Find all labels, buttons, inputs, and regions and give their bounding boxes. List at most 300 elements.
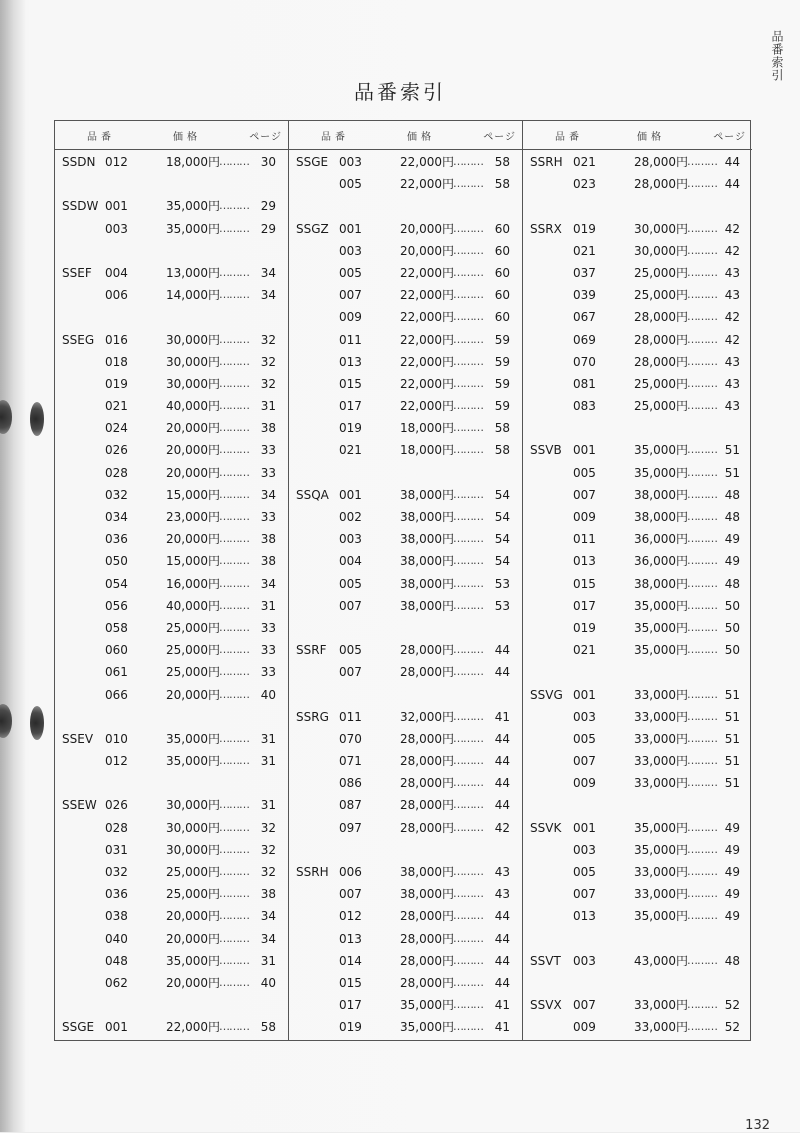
product-price: 28,000円 bbox=[400, 643, 454, 658]
header-page: ページ bbox=[483, 132, 516, 143]
index-row bbox=[289, 351, 522, 373]
product-number: 005 bbox=[339, 643, 362, 658]
index-row bbox=[55, 617, 288, 639]
page-ref: 34 bbox=[260, 487, 276, 502]
page-ref: 32 bbox=[260, 376, 276, 391]
product-price: 33,000円 bbox=[634, 865, 688, 879]
index-row bbox=[289, 173, 522, 195]
group-spacer bbox=[523, 794, 752, 816]
column-rows bbox=[55, 151, 288, 1039]
leader-dots: ……… bbox=[219, 532, 249, 546]
index-row bbox=[55, 395, 288, 417]
index-row bbox=[523, 151, 752, 173]
product-number: 003 bbox=[105, 221, 128, 236]
page-ref: 48 bbox=[724, 510, 740, 524]
index-row bbox=[523, 950, 752, 972]
product-price: 35,000円 bbox=[634, 643, 688, 658]
group-spacer bbox=[55, 306, 288, 328]
leader-dots: ……… bbox=[453, 820, 483, 834]
product-number: 024 bbox=[105, 421, 128, 436]
page-ref: 60 bbox=[494, 243, 510, 258]
group-spacer bbox=[523, 195, 752, 217]
product-number: 026 bbox=[105, 798, 128, 813]
index-row bbox=[523, 484, 752, 506]
product-number: 050 bbox=[105, 554, 128, 569]
index-row bbox=[55, 684, 288, 706]
index-row bbox=[523, 506, 752, 528]
index-row bbox=[523, 728, 752, 750]
index-row bbox=[55, 1016, 288, 1038]
leader-dots: ……… bbox=[687, 887, 717, 901]
page-ref: 49 bbox=[724, 909, 740, 924]
product-price: 25,000円 bbox=[166, 665, 220, 680]
leader-dots: ……… bbox=[687, 953, 717, 967]
leader-dots: ……… bbox=[687, 709, 717, 723]
product-number: 019 bbox=[339, 1020, 362, 1035]
leader-dots: ……… bbox=[453, 598, 483, 612]
group-spacer bbox=[289, 195, 522, 217]
product-number: 058 bbox=[105, 620, 128, 635]
product-price: 20,000円 bbox=[400, 221, 454, 236]
page-ref: 51 bbox=[724, 754, 740, 769]
leader-dots: ……… bbox=[453, 399, 483, 413]
product-prefix: SSRH bbox=[530, 155, 563, 169]
page-ref: 32 bbox=[260, 354, 276, 369]
product-price: 28,000円 bbox=[400, 731, 454, 746]
product-price: 38,000円 bbox=[400, 598, 454, 613]
header-hinban: 品番 bbox=[555, 132, 583, 143]
header-kakaku: 価格 bbox=[173, 132, 201, 143]
leader-dots: ……… bbox=[687, 598, 717, 612]
page-ref: 59 bbox=[494, 354, 510, 369]
leader-dots: ……… bbox=[687, 310, 717, 324]
index-row bbox=[55, 972, 288, 994]
index-row bbox=[289, 329, 522, 351]
index-row bbox=[289, 550, 522, 572]
page-ref: 43 bbox=[494, 865, 510, 879]
product-number: 087 bbox=[339, 798, 362, 813]
product-prefix: SSVK bbox=[530, 820, 562, 835]
leader-dots: ……… bbox=[453, 731, 483, 745]
page-ref: 44 bbox=[494, 798, 510, 813]
product-number: 005 bbox=[573, 865, 596, 879]
index-row bbox=[55, 373, 288, 395]
product-number: 023 bbox=[573, 177, 596, 192]
product-number: 036 bbox=[105, 887, 128, 902]
leader-dots: ……… bbox=[219, 687, 249, 701]
product-number: 007 bbox=[339, 288, 362, 303]
product-price: 28,000円 bbox=[634, 332, 688, 347]
product-price: 35,000円 bbox=[634, 465, 688, 480]
leader-dots: ……… bbox=[453, 887, 483, 901]
product-prefix: SSDN bbox=[62, 155, 96, 169]
product-prefix: SSRH bbox=[296, 865, 329, 879]
index-row bbox=[55, 218, 288, 240]
group-spacer bbox=[523, 661, 752, 683]
page-ref: 31 bbox=[260, 953, 276, 968]
product-number: 002 bbox=[339, 510, 362, 524]
product-price: 35,000円 bbox=[634, 443, 688, 458]
product-price: 36,000円 bbox=[634, 554, 688, 569]
product-price: 14,000円 bbox=[166, 288, 220, 303]
page-ref: 60 bbox=[494, 310, 510, 325]
leader-dots: ……… bbox=[453, 931, 483, 945]
product-price: 25,000円 bbox=[634, 399, 688, 414]
product-price: 38,000円 bbox=[400, 532, 454, 547]
product-price: 22,000円 bbox=[400, 354, 454, 369]
product-price: 35,000円 bbox=[634, 842, 688, 857]
product-number: 003 bbox=[339, 532, 362, 547]
page-ref: 44 bbox=[494, 909, 510, 924]
product-number: 028 bbox=[105, 820, 128, 835]
page-ref: 33 bbox=[260, 465, 276, 480]
leader-dots: ……… bbox=[219, 620, 249, 634]
product-number: 012 bbox=[339, 909, 362, 924]
group-spacer bbox=[523, 928, 752, 950]
product-number: 005 bbox=[339, 177, 362, 192]
group-spacer bbox=[289, 839, 522, 861]
product-price: 30,000円 bbox=[166, 376, 220, 391]
product-prefix: SSVT bbox=[530, 953, 561, 968]
index-row bbox=[289, 528, 522, 550]
product-price: 33,000円 bbox=[634, 709, 688, 724]
leader-dots: ……… bbox=[453, 265, 483, 279]
product-number: 015 bbox=[573, 576, 596, 591]
leader-dots: ……… bbox=[219, 842, 249, 856]
product-price: 25,000円 bbox=[634, 265, 688, 280]
page-ref: 58 bbox=[260, 1020, 276, 1035]
leader-dots: ……… bbox=[453, 865, 483, 878]
product-number: 007 bbox=[573, 998, 596, 1013]
leader-dots: ……… bbox=[219, 953, 249, 967]
page-ref: 43 bbox=[724, 376, 740, 391]
index-row bbox=[289, 928, 522, 950]
header-page: ページ bbox=[249, 132, 282, 143]
page-ref: 41 bbox=[494, 709, 510, 724]
page-ref: 32 bbox=[260, 332, 276, 347]
index-row bbox=[55, 794, 288, 816]
page-ref: 53 bbox=[494, 598, 510, 613]
leader-dots: ……… bbox=[687, 487, 717, 501]
product-number: 040 bbox=[105, 931, 128, 946]
index-row bbox=[55, 661, 288, 683]
product-number: 054 bbox=[105, 576, 128, 591]
product-price: 38,000円 bbox=[400, 887, 454, 902]
page-ref: 43 bbox=[724, 354, 740, 369]
product-prefix: SSGE bbox=[62, 1020, 95, 1035]
product-price: 20,000円 bbox=[400, 243, 454, 258]
punch-hole-top-right bbox=[30, 402, 44, 436]
product-price: 28,000円 bbox=[400, 931, 454, 946]
index-row bbox=[289, 151, 522, 173]
index-row bbox=[55, 195, 288, 217]
index-row bbox=[523, 883, 752, 905]
product-number: 003 bbox=[573, 953, 596, 968]
index-row bbox=[55, 329, 288, 351]
product-number: 003 bbox=[573, 709, 596, 724]
leader-dots: ……… bbox=[687, 865, 717, 878]
index-row bbox=[289, 706, 522, 728]
index-row bbox=[289, 750, 522, 772]
page-ref: 51 bbox=[724, 731, 740, 746]
product-price: 30,000円 bbox=[166, 798, 220, 813]
product-price: 30,000円 bbox=[634, 221, 688, 236]
product-price: 35,000円 bbox=[634, 909, 688, 924]
leader-dots: ……… bbox=[219, 265, 249, 279]
page-ref: 31 bbox=[260, 798, 276, 813]
index-table bbox=[54, 120, 751, 1041]
leader-dots: ……… bbox=[687, 731, 717, 745]
index-row bbox=[55, 284, 288, 306]
product-price: 22,000円 bbox=[400, 332, 454, 347]
product-number: 026 bbox=[105, 443, 128, 458]
header-kakaku: 価格 bbox=[637, 132, 665, 143]
index-row bbox=[523, 329, 752, 351]
index-row bbox=[289, 240, 522, 262]
group-spacer bbox=[55, 240, 288, 262]
leader-dots: ……… bbox=[453, 643, 483, 657]
product-prefix: SSEG bbox=[62, 332, 95, 347]
leader-dots: ……… bbox=[219, 975, 249, 989]
product-price: 35,000円 bbox=[400, 998, 454, 1013]
leader-dots: ……… bbox=[453, 798, 483, 812]
product-number: 032 bbox=[105, 865, 128, 879]
leader-dots: ……… bbox=[453, 376, 483, 390]
index-row bbox=[55, 506, 288, 528]
product-number: 006 bbox=[105, 288, 128, 303]
product-price: 35,000円 bbox=[166, 731, 220, 746]
index-row bbox=[523, 861, 752, 883]
page-ref: 58 bbox=[494, 177, 510, 192]
index-row bbox=[55, 817, 288, 839]
page-ref: 44 bbox=[494, 776, 510, 791]
leader-dots: ……… bbox=[687, 820, 717, 834]
leader-dots: ……… bbox=[453, 443, 483, 457]
product-number: 017 bbox=[573, 598, 596, 613]
product-price: 25,000円 bbox=[166, 887, 220, 902]
leader-dots: ……… bbox=[453, 576, 483, 590]
leader-dots: ……… bbox=[219, 288, 249, 302]
index-row bbox=[55, 595, 288, 617]
column-header bbox=[289, 121, 522, 150]
page-ref: 43 bbox=[724, 399, 740, 414]
product-price: 20,000円 bbox=[166, 465, 220, 480]
index-row bbox=[289, 573, 522, 595]
leader-dots: ……… bbox=[687, 687, 717, 701]
product-price: 35,000円 bbox=[634, 620, 688, 635]
index-row bbox=[523, 218, 752, 240]
leader-dots: ……… bbox=[219, 354, 249, 368]
page-ref: 54 bbox=[494, 532, 510, 547]
leader-dots: ……… bbox=[453, 554, 483, 568]
product-number: 015 bbox=[339, 975, 362, 990]
leader-dots: ……… bbox=[453, 487, 483, 501]
product-prefix: SSRG bbox=[296, 709, 329, 724]
page-ref: 44 bbox=[494, 665, 510, 680]
product-number: 015 bbox=[339, 376, 362, 391]
product-price: 40,000円 bbox=[166, 598, 220, 613]
page-ref: 49 bbox=[724, 532, 740, 547]
product-number: 001 bbox=[339, 487, 362, 502]
leader-dots: ……… bbox=[687, 376, 717, 390]
product-number: 011 bbox=[573, 532, 596, 547]
product-price: 38,000円 bbox=[634, 576, 688, 591]
product-number: 017 bbox=[339, 399, 362, 414]
binding-shadow bbox=[0, 0, 26, 1132]
page-ref: 42 bbox=[494, 820, 510, 835]
product-price: 43,000円 bbox=[634, 953, 688, 968]
leader-dots: ……… bbox=[687, 909, 717, 923]
product-number: 011 bbox=[339, 709, 362, 724]
product-number: 037 bbox=[573, 265, 596, 280]
product-number: 003 bbox=[573, 842, 596, 857]
product-number: 011 bbox=[339, 332, 362, 347]
page-ref: 30 bbox=[260, 155, 276, 169]
index-row bbox=[289, 950, 522, 972]
index-row bbox=[289, 218, 522, 240]
product-number: 001 bbox=[339, 221, 362, 236]
page-ref: 31 bbox=[260, 399, 276, 414]
index-row bbox=[523, 994, 752, 1016]
page-ref: 51 bbox=[724, 687, 740, 702]
leader-dots: ……… bbox=[453, 221, 483, 235]
product-price: 16,000円 bbox=[166, 576, 220, 591]
group-spacer bbox=[523, 417, 752, 439]
product-price: 28,000円 bbox=[634, 155, 688, 169]
index-row bbox=[289, 883, 522, 905]
punch-hole-bottom-right bbox=[30, 706, 44, 740]
product-price: 33,000円 bbox=[634, 687, 688, 702]
leader-dots: ……… bbox=[687, 776, 717, 790]
page-ref: 49 bbox=[724, 842, 740, 857]
index-row bbox=[289, 905, 522, 927]
index-row bbox=[289, 861, 522, 883]
leader-dots: ……… bbox=[687, 265, 717, 279]
page-ref: 44 bbox=[494, 731, 510, 746]
product-prefix: SSDW bbox=[62, 199, 99, 214]
leader-dots: ……… bbox=[219, 421, 249, 435]
product-prefix: SSVG bbox=[530, 687, 563, 702]
index-column-2 bbox=[288, 121, 522, 1040]
index-row bbox=[289, 972, 522, 994]
product-price: 28,000円 bbox=[400, 665, 454, 680]
page-ref: 59 bbox=[494, 376, 510, 391]
product-number: 048 bbox=[105, 953, 128, 968]
product-number: 066 bbox=[105, 687, 128, 702]
product-price: 25,000円 bbox=[634, 376, 688, 391]
page-ref: 33 bbox=[260, 620, 276, 635]
product-number: 009 bbox=[339, 310, 362, 325]
column-header bbox=[523, 121, 752, 150]
product-number: 001 bbox=[105, 1020, 128, 1035]
leader-dots: ……… bbox=[219, 1020, 249, 1034]
index-row bbox=[523, 351, 752, 373]
group-spacer bbox=[289, 684, 522, 706]
page-ref: 49 bbox=[724, 554, 740, 569]
index-row bbox=[523, 750, 752, 772]
product-number: 006 bbox=[339, 865, 362, 879]
header-page: ページ bbox=[713, 132, 746, 143]
leader-dots: ……… bbox=[453, 421, 483, 435]
product-number: 039 bbox=[573, 288, 596, 303]
page-ref: 40 bbox=[260, 975, 276, 990]
product-price: 32,000円 bbox=[400, 709, 454, 724]
product-price: 35,000円 bbox=[166, 199, 220, 214]
leader-dots: ……… bbox=[219, 820, 249, 834]
index-row bbox=[523, 262, 752, 284]
product-number: 038 bbox=[105, 909, 128, 924]
product-price: 20,000円 bbox=[166, 687, 220, 702]
product-price: 18,000円 bbox=[400, 421, 454, 436]
leader-dots: ……… bbox=[687, 443, 717, 457]
product-number: 012 bbox=[105, 754, 128, 769]
product-price: 35,000円 bbox=[166, 754, 220, 769]
product-price: 28,000円 bbox=[400, 798, 454, 813]
leader-dots: ……… bbox=[219, 399, 249, 413]
product-number: 005 bbox=[339, 265, 362, 280]
leader-dots: ……… bbox=[219, 443, 249, 457]
product-price: 30,000円 bbox=[166, 842, 220, 857]
product-prefix: SSGE bbox=[296, 155, 329, 169]
leader-dots: ……… bbox=[687, 332, 717, 346]
page-ref: 52 bbox=[724, 998, 740, 1013]
page-ref: 29 bbox=[260, 199, 276, 214]
leader-dots: ……… bbox=[453, 754, 483, 768]
page-ref: 50 bbox=[724, 598, 740, 613]
index-row bbox=[55, 928, 288, 950]
product-price: 33,000円 bbox=[634, 1020, 688, 1035]
product-prefix: SSVB bbox=[530, 443, 562, 458]
page-ref: 33 bbox=[260, 510, 276, 524]
leader-dots: ……… bbox=[453, 243, 483, 257]
product-price: 20,000円 bbox=[166, 909, 220, 924]
page-ref: 49 bbox=[724, 865, 740, 879]
page-ref: 34 bbox=[260, 931, 276, 946]
product-price: 20,000円 bbox=[166, 532, 220, 547]
page-ref: 44 bbox=[724, 155, 740, 169]
leader-dots: ……… bbox=[453, 1020, 483, 1034]
leader-dots: ……… bbox=[453, 998, 483, 1012]
product-number: 013 bbox=[573, 909, 596, 924]
leader-dots: ……… bbox=[219, 665, 249, 679]
leader-dots: ……… bbox=[219, 554, 249, 568]
leader-dots: ……… bbox=[453, 665, 483, 679]
product-prefix: SSRF bbox=[296, 643, 327, 658]
product-number: 017 bbox=[339, 998, 362, 1013]
page-ref: 42 bbox=[724, 332, 740, 347]
page-ref: 50 bbox=[724, 643, 740, 658]
page-ref: 44 bbox=[494, 975, 510, 990]
index-row bbox=[55, 883, 288, 905]
product-price: 33,000円 bbox=[634, 731, 688, 746]
leader-dots: ……… bbox=[219, 487, 249, 501]
product-price: 22,000円 bbox=[400, 399, 454, 414]
index-row bbox=[55, 417, 288, 439]
product-number: 036 bbox=[105, 532, 128, 547]
leader-dots: ……… bbox=[453, 354, 483, 368]
product-number: 028 bbox=[105, 465, 128, 480]
page-ref: 44 bbox=[494, 931, 510, 946]
leader-dots: ……… bbox=[687, 643, 717, 657]
page-ref: 58 bbox=[494, 443, 510, 458]
index-row bbox=[523, 817, 752, 839]
page-ref: 51 bbox=[724, 709, 740, 724]
product-price: 18,000円 bbox=[166, 155, 220, 169]
leader-dots: ……… bbox=[453, 975, 483, 989]
index-row bbox=[55, 262, 288, 284]
page-ref: 34 bbox=[260, 265, 276, 280]
page-ref: 44 bbox=[494, 643, 510, 658]
